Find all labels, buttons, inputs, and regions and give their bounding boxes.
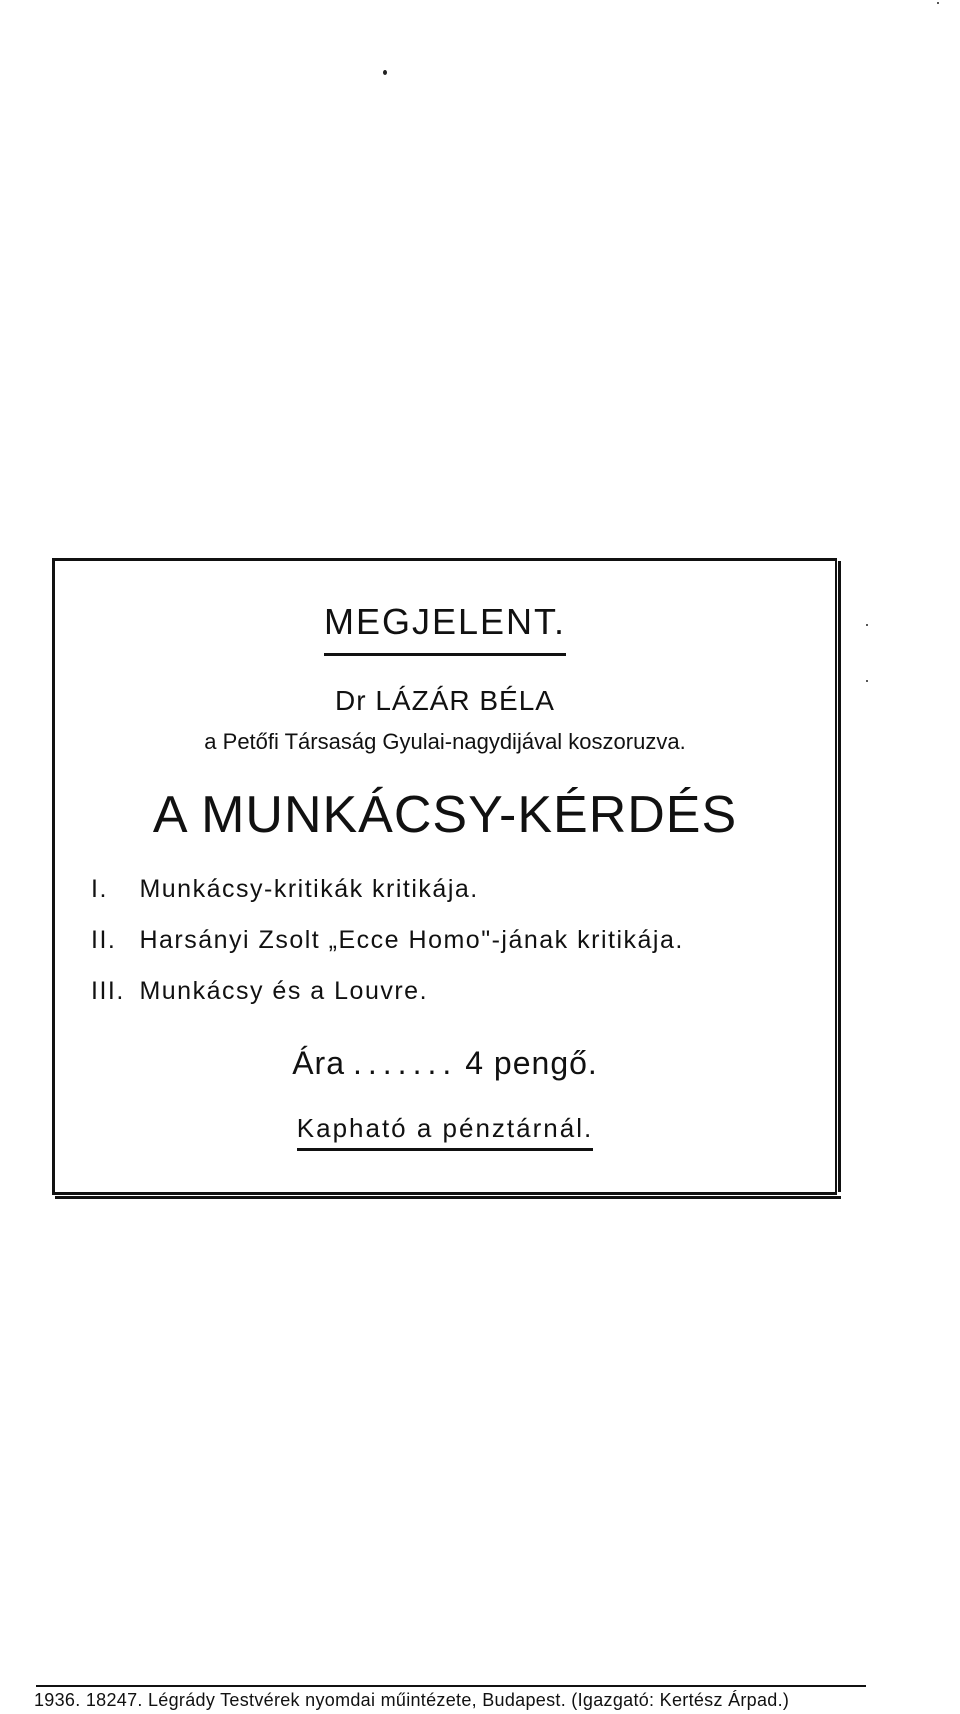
box-shadow-rule-bottom — [55, 1196, 841, 1199]
contents-item — [91, 875, 831, 926]
contents-item-text: Munkácsy-kritikák kritikája. — [139, 875, 479, 903]
box-shadow-rule-right — [838, 561, 841, 1192]
price-leader-dots: ....... — [353, 1045, 458, 1081]
contents-item-text: Harsányi Zsolt „Ecce Homo"-jának kritikája. — [139, 926, 684, 954]
printer-imprint: 1936. 18247. Légrády Testvérek nyomdai műintézete, Budapest. (Igazgató: Kertész Árpad.) — [34, 1690, 790, 1710]
contents-list — [91, 875, 831, 1028]
scan-speck — [866, 680, 868, 682]
contents-item-number: II. — [91, 926, 117, 954]
announcement-heading — [55, 601, 835, 656]
contents-item-number: III. — [91, 977, 125, 1005]
award-line: a Petőfi Társaság Gyulai-nagydijával koszoruzva. — [204, 729, 686, 754]
book-title: A MUNKÁCSY-KÉRDÉS — [152, 786, 738, 844]
price-amount: 4 pengő. — [465, 1045, 598, 1081]
announcement-heading-text: MEGJELENT. — [324, 601, 566, 656]
contents-item — [91, 926, 831, 977]
contents-item — [91, 977, 831, 1028]
scan-speck — [937, 2, 939, 4]
availability-line — [55, 1113, 835, 1151]
contents-item-number: I. — [91, 875, 108, 903]
author-name: Dr LÁZÁR BÉLA — [335, 685, 555, 716]
price-label: Ára — [292, 1045, 345, 1081]
scan-speck — [383, 70, 387, 75]
advertisement-box — [52, 558, 837, 1195]
scan-speck — [866, 624, 868, 626]
availability-text: Kapható a pénztárnál. — [297, 1113, 593, 1151]
imprint-divider — [36, 1685, 866, 1687]
contents-item-text: Munkácsy és a Louvre. — [139, 977, 429, 1005]
price-line — [55, 1045, 835, 1082]
